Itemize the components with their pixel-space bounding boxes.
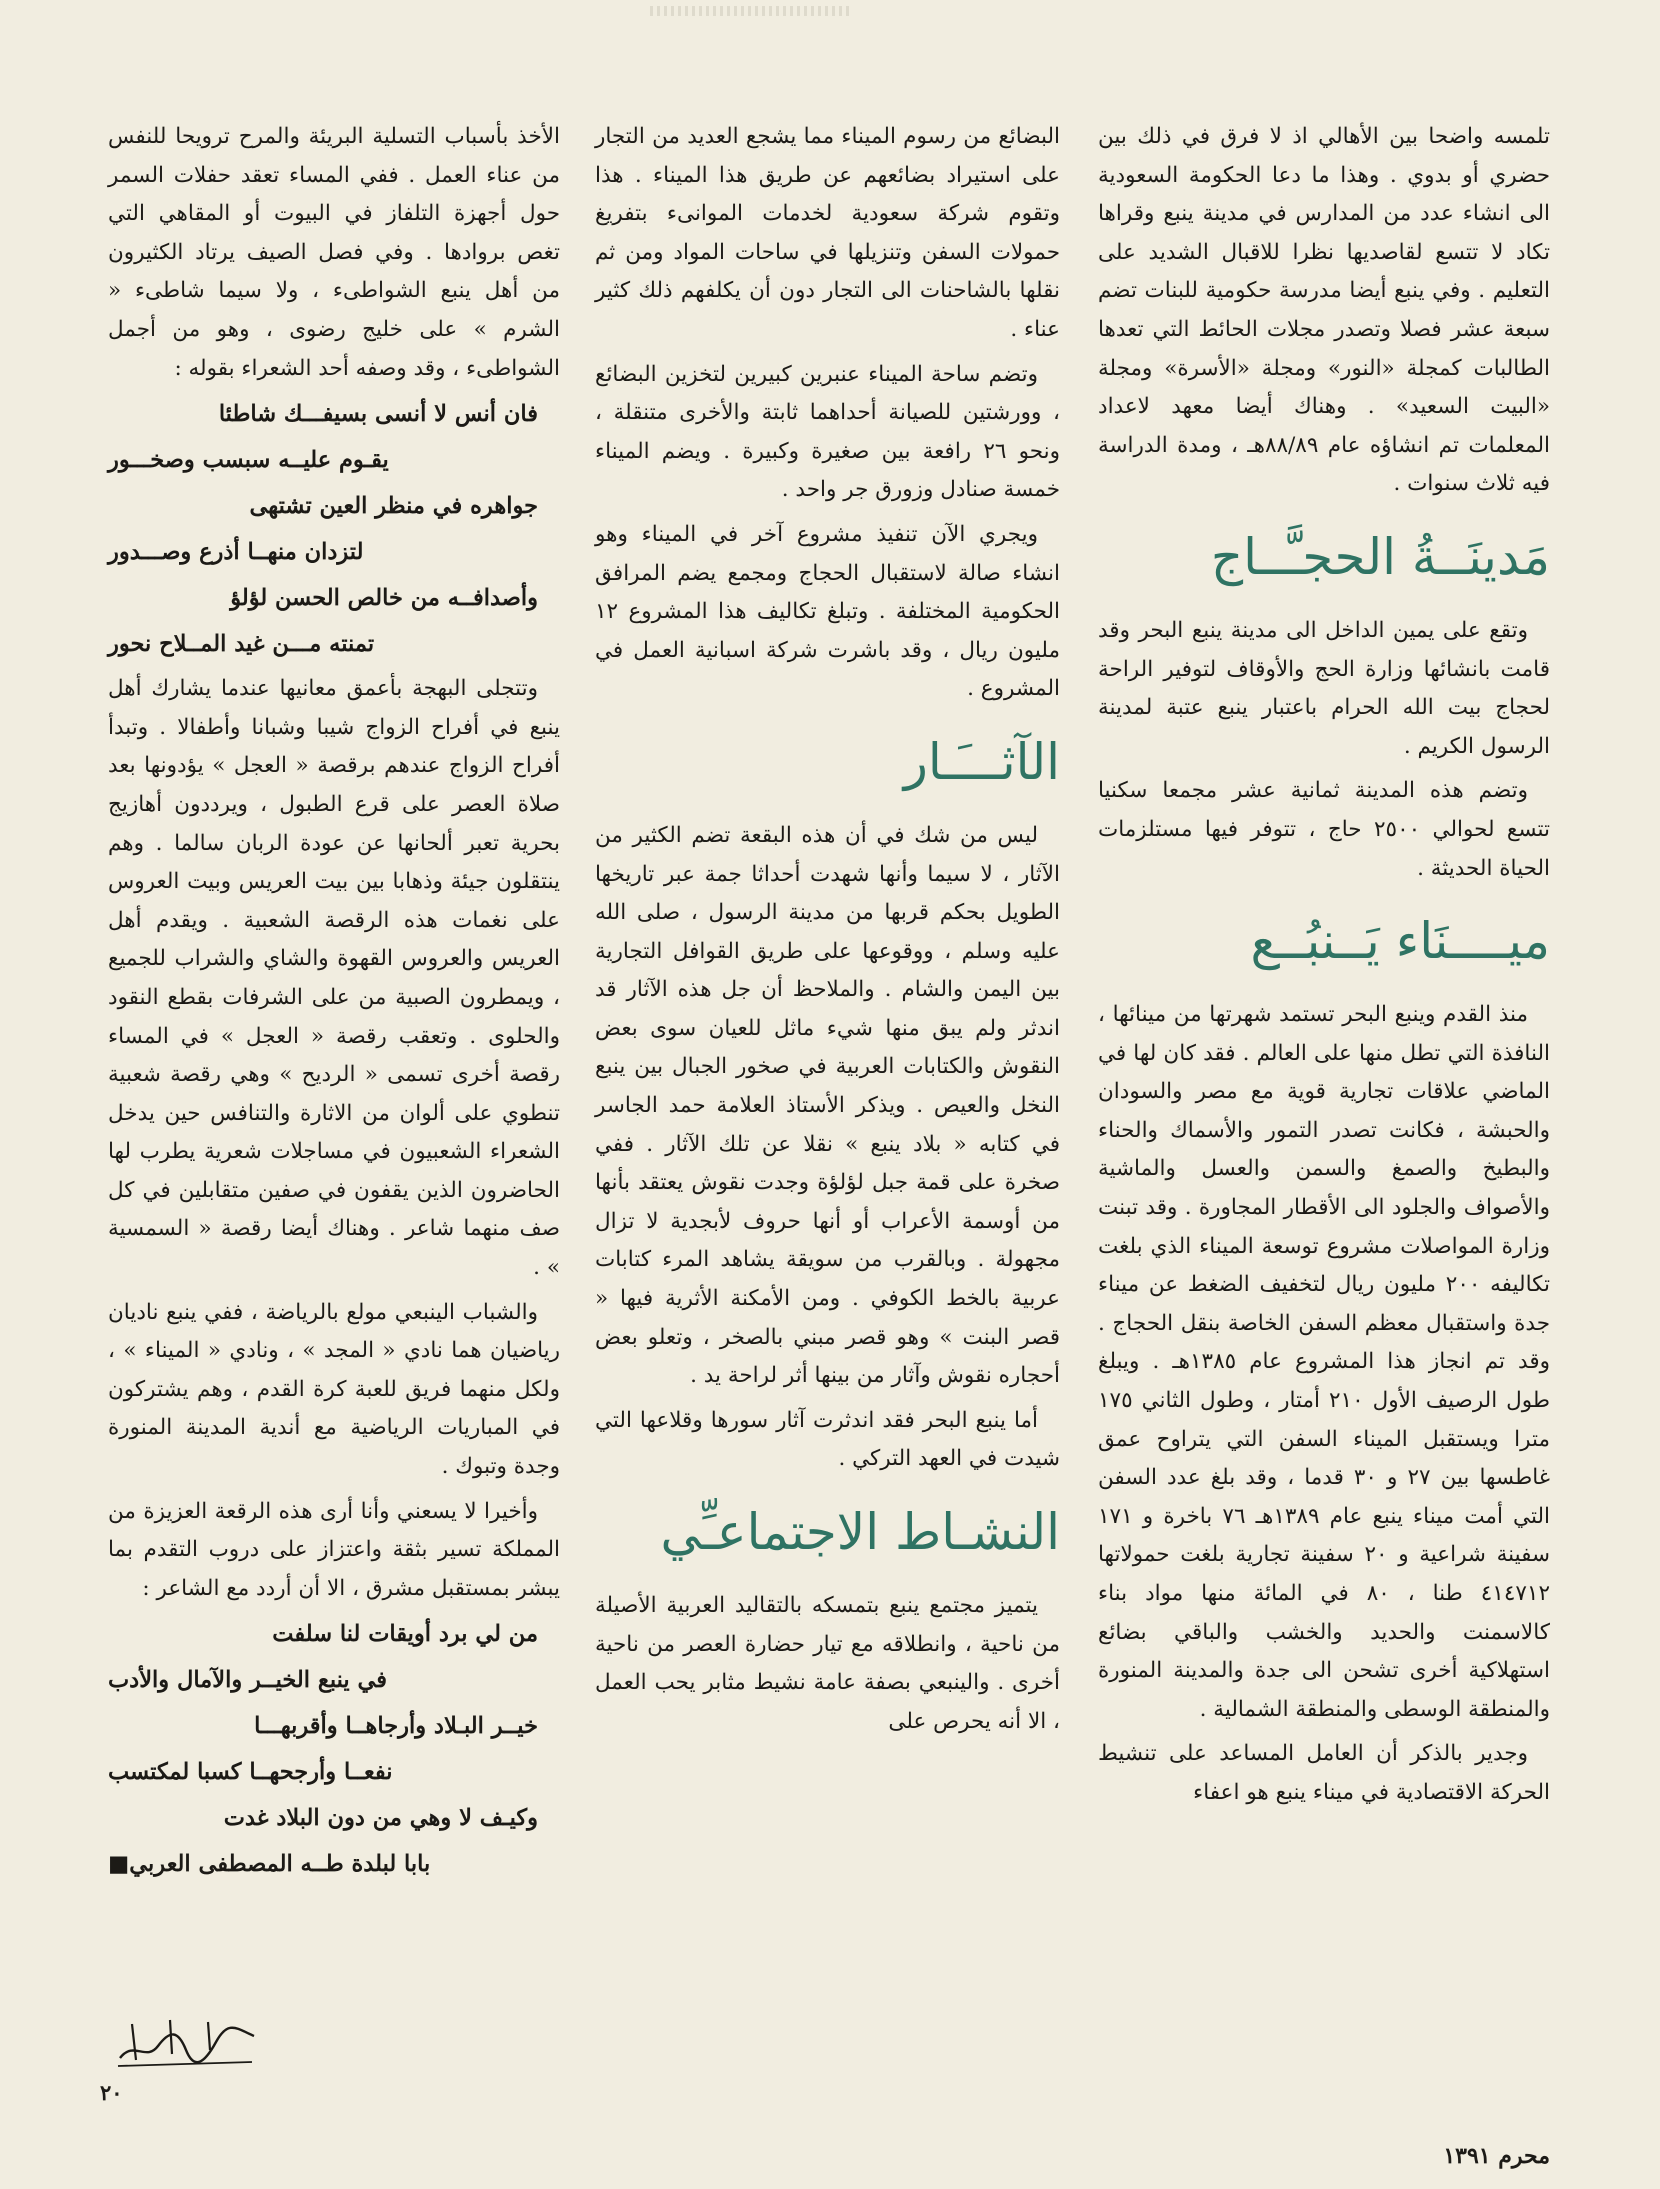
poem-line: لتزدان منهــا أذرع وصـــدور [108, 539, 364, 566]
poem-line: بابا لبلدة طــه المصطفى العربي■ [108, 1851, 431, 1878]
poem-line: يقـوم عليــه سبسب وصخـــور [108, 447, 389, 474]
paragraph: وتتجلى البهجة بأعمق معانيها عندما يشارك أهل ينبع في أفراح الزواج شيبا وشبانا وأطفالا . وتبدأ أفراح الزواج عندهم برقصة « العجل » يؤدونها بعد صلاة العصر على قرع الطبول ، ويرددون أهازيج بحرية تعبر ألحانها عن عودة الربان سالما . وهم ينتقلون جيئة وذهابا بين بيت العريس وبيت العروس على نغمات هذه الرقصة الشعبية . ويقدم أهل العريس والعروس القهوة والشاي والشراب للجميع ، ويمطرون الصبية من على الشرفات بقطع النقود والحلوى . وتعقب رقصة « العجل » في المساء رقصة أخرى تسمى « الرديح » وهي رقصة شعبية تنطوي على ألوان من الاثارة والتنافس حين يدخل الشعراء الشعبيون في مساجلات شعرية يطرب لها الحاضرون الذين يقفون في صفين متقابلين في كل صف منهما شاعر . وهناك أيضا رقصة « السمسية » . [108, 676, 560, 1281]
column-right [1098, 118, 1550, 1819]
poem-line: وكيـف لا وهي من دون البلاد غدت [223, 1805, 538, 1832]
paragraph: يتميز مجتمع ينبع بتمسكه بالتقاليد العربية الأصيلة من ناحية ، وانطلاقه مع تيار حضارة العصر من ناحية أخرى . والينبعي بصفة عامة نشيط مثابر يحب العمل ، الا أنه يحرص على [595, 1593, 1060, 1734]
poem-line: وأصدافــه من خالص الحسن لؤلؤ [230, 585, 538, 612]
page-number: ٢٠ [100, 2080, 123, 2105]
paragraph: أما ينبع البحر فقد اندثرت آثار سورها وقلاعها التي شيدت في العهد التركي . [595, 1407, 1060, 1472]
poem-line: خيــر البـلاد وأرجاهــا وأقربهـــا [254, 1713, 538, 1740]
paragraph: وتقع على يمين الداخل الى مدينة ينبع البحر وقد قامت بانشائها وزارة الحج والأوقاف لتوفير الراحة لحجاج بيت الله الحرام باعتبار ينبع عتبة لمدينة الرسول الكريم . [1098, 617, 1550, 759]
poem-line: من لي برد أويقات لنا سلفت [272, 1621, 538, 1648]
paragraph: والشباب الينبعي مولع بالرياضة ، ففي ينبع ناديان رياضيان هما نادي « المجد » ، ونادي « الميناء » ، ولكل منهما فريق للعبة كرة القدم ، وهم يشتركون في المباريات الرياضية مع أندية المدينة المنورة وجدة وتبوك . [108, 1299, 560, 1480]
paragraph: البضائع من رسوم الميناء مما يشجع العديد من التجار على استيراد بضائعهم عن طريق هذا الميناء . هذا وتقوم شركة سعودية لخدمات الموانىء بتفريغ حمولات السفن وتنزيلها في ساحات المواد ومن ثم نقلها بالشاحنات الى التجار دون أن يكلفهم ذلك كثير عناء . [595, 124, 1060, 342]
paragraph: منذ القدم وينبع البحر تستمد شهرتها من مينائها ، النافذة التي تطل منها على العالم . فقد كان لها في الماضي علاقات تجارية قوية مع مصر والسودان والحبشة ، فكانت تصدر التمور والأسماك والحناء والبطيخ والصمغ والسمن والعسل والماشية والأصواف والجلود الى الأقطار المجاورة . وقد تبنت وزارة المواصلات مشروع توسعة الميناء الذي بلغت تكاليفه ٢٠٠ مليون ريال لتخفيف الضغط عن ميناء جدة واستقبال معظم السفن الخاصة بنقل الحجاج . وقد تم انجاز هذا المشروع عام ١٣٨٥هـ . ويبلغ طول الرصيف الأول ٢١٠ أمتار ، وطول الثاني ١٧٥ مترا ويستقبل الميناء السفن التي يتراوح عمق غاطسها بين ٢٧ و ٣٠ قدما ، وقد بلغ عدد السفن التي أمت ميناء ينبع عام ١٣٨٩هـ ٧٦ باخرة و ١٧١ سفينة شراعية و ٢٠ سفينة تجارية بلغت حمولاتها ٤١٤٧١٢ طنا ، ٨٠ في المائة منها مواد بناء كالاسمنت والحديد والخشب والباقي بضائع استهلاكية أخرى تشحن الى جدة والمدينة المنورة والمنطقة الوسطى والمنطقة الشمالية . [1098, 1002, 1551, 1722]
heading-antiquities: الآثـــَـار [903, 732, 1060, 791]
issue-date: محرم ١٣٩١ [1443, 2143, 1550, 2169]
column-middle [595, 118, 1060, 1747]
paragraph: ليس من شك في أن هذه البقعة تضم الكثير من الآثار ، لا سيما وأنها شهدت أحداثا جمة عبر تاريخها الطويل بحكم قربها من مدينة الرسول ، صلى الله عليه وسلم ، ووقوعها على طريق القوافل التجارية بين اليمن والشام . والملاحظ أن جل هذه الآثار قد اندثر ولم يبق منها شيء ماثل للعيان سوى بعض النقوش والكتابات العربية في صخور الجبال بين ينبع النخل والعيص . ويذكر الأستاذ العلامة حمد الجاسر في كتابه « بلاد ينبع » نقلا عن تلك الآثار . ففي صخرة على قمة جبل لؤلؤة وجدت نقوش يعتقد بأنها من أوسمة الأعراب أو أنها حروف لأبجدية لا تزال مجهولة . وبالقرب من سويقة يشاهد المرء كتابات عربية بالخط الكوفي . ومن الأمكنة الأثرية فيها « قصر البنت » وهو قصر مبني بالصخر ، وتعلو بعض أحجاره نقوش وآثار من بينها أثر لراحة يد . [595, 822, 1060, 1389]
paragraph: تلمسه واضحا بين الأهالي اذ لا فرق في ذلك بين حضري أو بدوي . وهذا ما دعا الحكومة السعودية الى انشاء عدد من المدارس في مدينة ينبع وقراها تكاد لا تتسع لقاصديها نظرا للاقبال الشديد على التعليم . وفي ينبع أيضا مدرسة حكومية للبنات تضم سبعة عشر فصلا وتصدر مجلات الحائط التي تعدها الطالبات كمجلة «النور» ومجلة «الأسرة» ومجلة «البيت السعيد» . وهناك أيضا معهد لاعداد المعلمات تم انشاؤه عام ٨٨/٨٩هـ ، ومدة الدراسة فيه ثلاث سنوات . [1098, 124, 1550, 497]
poem-line: جواهره في منظر العين تشتهى [249, 493, 538, 520]
heading-social-activity: النشـاط الاجتماعـِّي [660, 1503, 1060, 1561]
paragraph: وجدير بالذكر أن العامل المساعد على تنشيط الحركة الاقتصادية في ميناء ينبع هو اعفاء [1098, 1741, 1550, 1805]
author-signature [112, 2010, 262, 2072]
poem-line: تمنته مـــن غيد المــلاح نحور [108, 631, 375, 658]
heading-pilgrims-city: مَدينَــةُ الحجـَّــاج [1210, 527, 1550, 586]
paragraph: وأخيرا لا يسعني وأنا أرى هذه الرقعة العزيزة من المملكة تسير بثقة واعتزاز على دروب التقدم بما يبشر بمستقبل مشرق ، الا أن أردد مع الشاعر : [108, 1498, 560, 1601]
paragraph: وتضم ساحة الميناء عنبرين كبيرين لتخزين البضائع ، وورشتين للصيانة أحداهما ثابتة والأخرى متنقلة ، ونحو ٢٦ رافعة بين صغيرة وكبيرة . ويضم الميناء خمسة صنادل وزورق جر واحد . [595, 361, 1061, 503]
paragraph: الأخذ بأسباب التسلية البريئة والمرح ترويحا للنفس من عناء العمل . ففي المساء تعقد حفلات السمر حول أجهزة التلفاز في البيوت أو المقاهي التي تغص بروادها . وفي فصل الصيف يرتاد الكثيرون من أهل ينبع الشواطىء ، ولا سيما شاطىء « الشرم » على خليج رضوى ، وهو من أجمل الشواطىء ، وقد وصفه أحد الشعراء بقوله : [108, 124, 560, 381]
poem-line: في ينبع الخيــر والآمال والأدب [108, 1667, 388, 1694]
heading-yanbu-port: ميــــنَاء يَــنبُــع [1250, 912, 1550, 971]
paragraph: ويجري الآن تنفيذ مشروع آخر في الميناء وهو انشاء صالة لاستقبال الحجاج ومجمع يضم المرافق الحكومية المختلفة . وتبلغ تكاليف هذا المشروع ١٢ مليون ريال ، وقد باشرت شركة اسبانية العمل في المشروع . [595, 521, 1060, 702]
paragraph: وتضم هذه المدينة ثمانية عشر مجمعا سكنيا تتسع لحوالي ٢٥٠٠ حاج ، تتوفر فيها مستلزمات الحياة الحديثة . [1098, 778, 1551, 881]
poem-line: فان أنس لا أنسى بسيفـــك شاطئا [218, 401, 538, 428]
poem-line: نفعــا وأرجحهــا كسبا لمكتسب [108, 1759, 393, 1786]
column-left [108, 118, 560, 1890]
top-print-mark [650, 6, 850, 16]
